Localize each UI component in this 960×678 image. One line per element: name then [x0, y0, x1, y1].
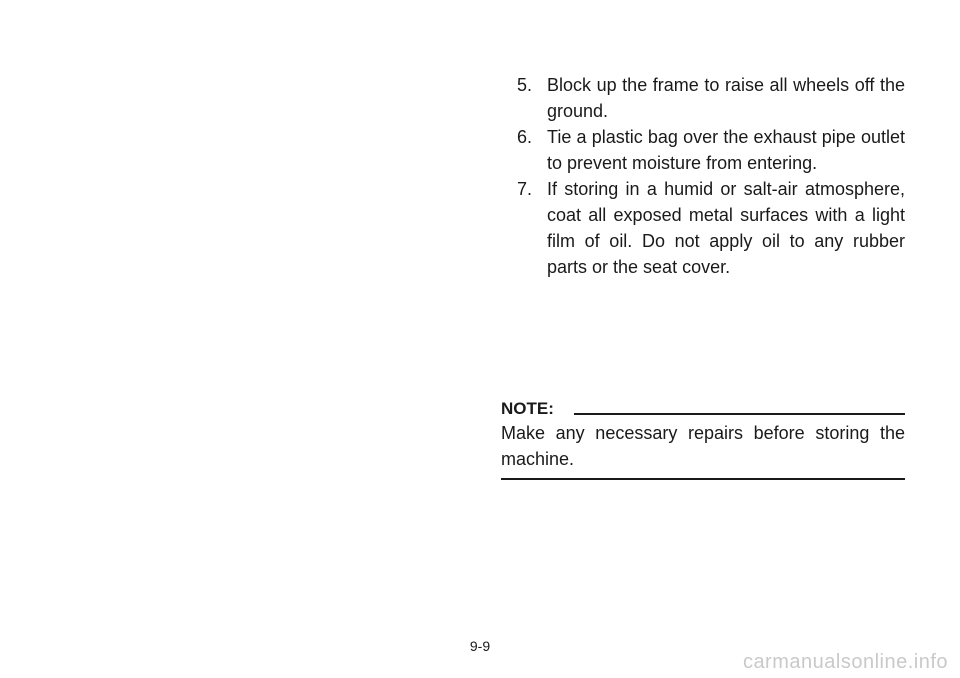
note-box	[501, 398, 905, 480]
step-text: If storing in a humid or salt-air atmosphere, coat all exposed metal surfaces with a light film of oil. Do not apply oil to any rubber parts or the seat cover.	[547, 179, 905, 277]
step-number: 5.	[517, 75, 533, 95]
watermark: carmanualsonline.info	[742, 651, 948, 673]
note-header	[501, 398, 905, 420]
step-number: 7.	[517, 179, 533, 199]
step-number: 6.	[517, 127, 533, 147]
storage-steps-list	[501, 72, 905, 280]
note-heading: NOTE:	[501, 399, 554, 418]
note-top-rule	[574, 413, 905, 415]
note-bottom-rule	[501, 478, 905, 480]
note-body: Make any necessary repairs before storing the machine.	[501, 423, 905, 469]
list-item	[501, 176, 905, 280]
list-item	[501, 72, 905, 124]
storage-steps-column	[501, 72, 905, 280]
step-text: Block up the frame to raise all wheels off the ground.	[547, 75, 905, 121]
list-item	[501, 124, 905, 176]
page-number: 9-9	[469, 638, 491, 654]
step-text: Tie a plastic bag over the exhaust pipe outlet to prevent moisture from entering.	[547, 127, 905, 173]
